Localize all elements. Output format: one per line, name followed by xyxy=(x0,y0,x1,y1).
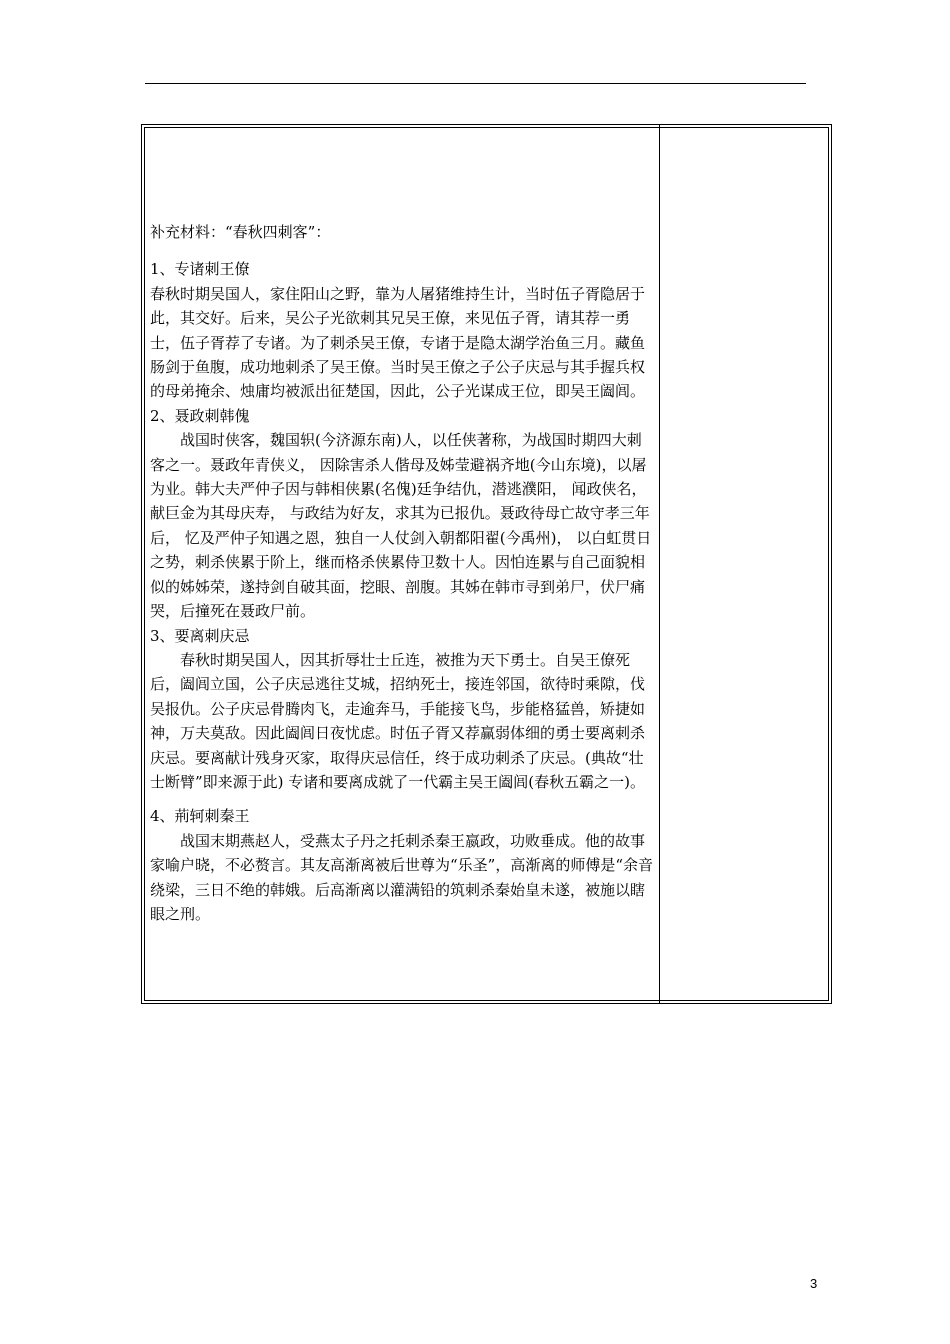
table-main-cell xyxy=(150,220,655,926)
section-heading-yaoli: 3、要离刺庆忌 xyxy=(150,626,250,645)
section-heading-zhuanzhu: 1、专诸刺王僚 xyxy=(150,260,250,279)
section-body-yaoli: 春秋时期吴国人，因其折辱壮士丘连，被推为天下勇士。自吴王僚死后，阖闾立国，公子庆忌逃往艾城，招纳死士，接连邻国，欲待时乘隙，伐吴报仇。公子庆忌骨腾肉飞，走逾奔马，手能接飞鸟，步能格猛兽，矫捷如神，万夫莫敌。因此阖闾日夜忧虑。时伍子胥又荐赢弱体细的勇士要离刺杀庆忌。要离献计残身灭家，取得庆忌信任，终于成功刺杀了庆忌。(典故“壮士断臂”即来源于此) 专诸和要离成就了一代霸主吴王阖闾(春秋五霸之一)。 xyxy=(150,650,646,791)
table-column-divider xyxy=(659,124,660,1004)
section-body-zhuanzhu: 春秋时期吴国人，家住阳山之野，靠为人屠猪维持生计，当时伍子胥隐居于此，其交好。后来，吴公子光欲刺其兄吴王僚，来见伍子胥，请其荐一勇士，伍子胥荐了专诸。为了刺杀吴王僚，专诸于是隐太湖学治鱼三月。藏鱼肠剑于鱼腹，成功地刺杀了吴王僚。当时吴王僚之子公子庆忌与其手握兵权的母弟掩余、烛庸均被派出征楚国，因此，公子光谋成王位，即吴王阖闾。 xyxy=(150,284,646,401)
section-heading-jingke: 4、荊轲刺秦王 xyxy=(150,807,250,826)
section-spacer xyxy=(150,794,655,804)
section-heading-niezheng: 2、聂政刺韩傀 xyxy=(150,406,250,425)
section-body-niezheng: 战国时侠客，魏国轵(今济源东南)人，以任侠著称，为战国时期四大刺客之一。聂政年青侠义， 因除害杀人偕母及姊莹避祸齐地(今山东境)，以屠为业。韩大夫严仲子因与韩相侠累(名傀)廷争结仇，潜逃濮阳， 闻政侠名，献巨金为其母庆寿， 与政结为好友，求其为已报仇。聂政待母亡故守孝三年后， 忆及严仲子知遇之恩，独自一人仗剑入朝都阳翟(今禹州)， 以白虹贯日之势，刺杀侠累于阶上，继而格杀侠累侍卫数十人。因怕连累与自己面貌相似的姊姊荣，遂持剑自破其面，挖眼、剖腹。其姊在韩市寻到弟尸，伏尸痛哭，后撞死在聂政尸前。 xyxy=(150,431,652,621)
intro-line: 补充材料：“春秋四刺客”： xyxy=(150,223,331,241)
section-body-jingke: 战国末期燕赵人，受燕太子丹之托刺杀秦王嬴政，功败垂成。他的故事家喻户晓，不必赘言。其友高渐离被后世尊为“乐圣”，高渐离的师傅是“余音绕梁，三日不绝的韩娥。后高渐离以灌满铅的筑刺杀秦始皇未遂，被施以瞎眼之刑。 xyxy=(150,831,654,923)
header-rule xyxy=(145,83,806,84)
page-number: 3 xyxy=(810,1276,818,1291)
